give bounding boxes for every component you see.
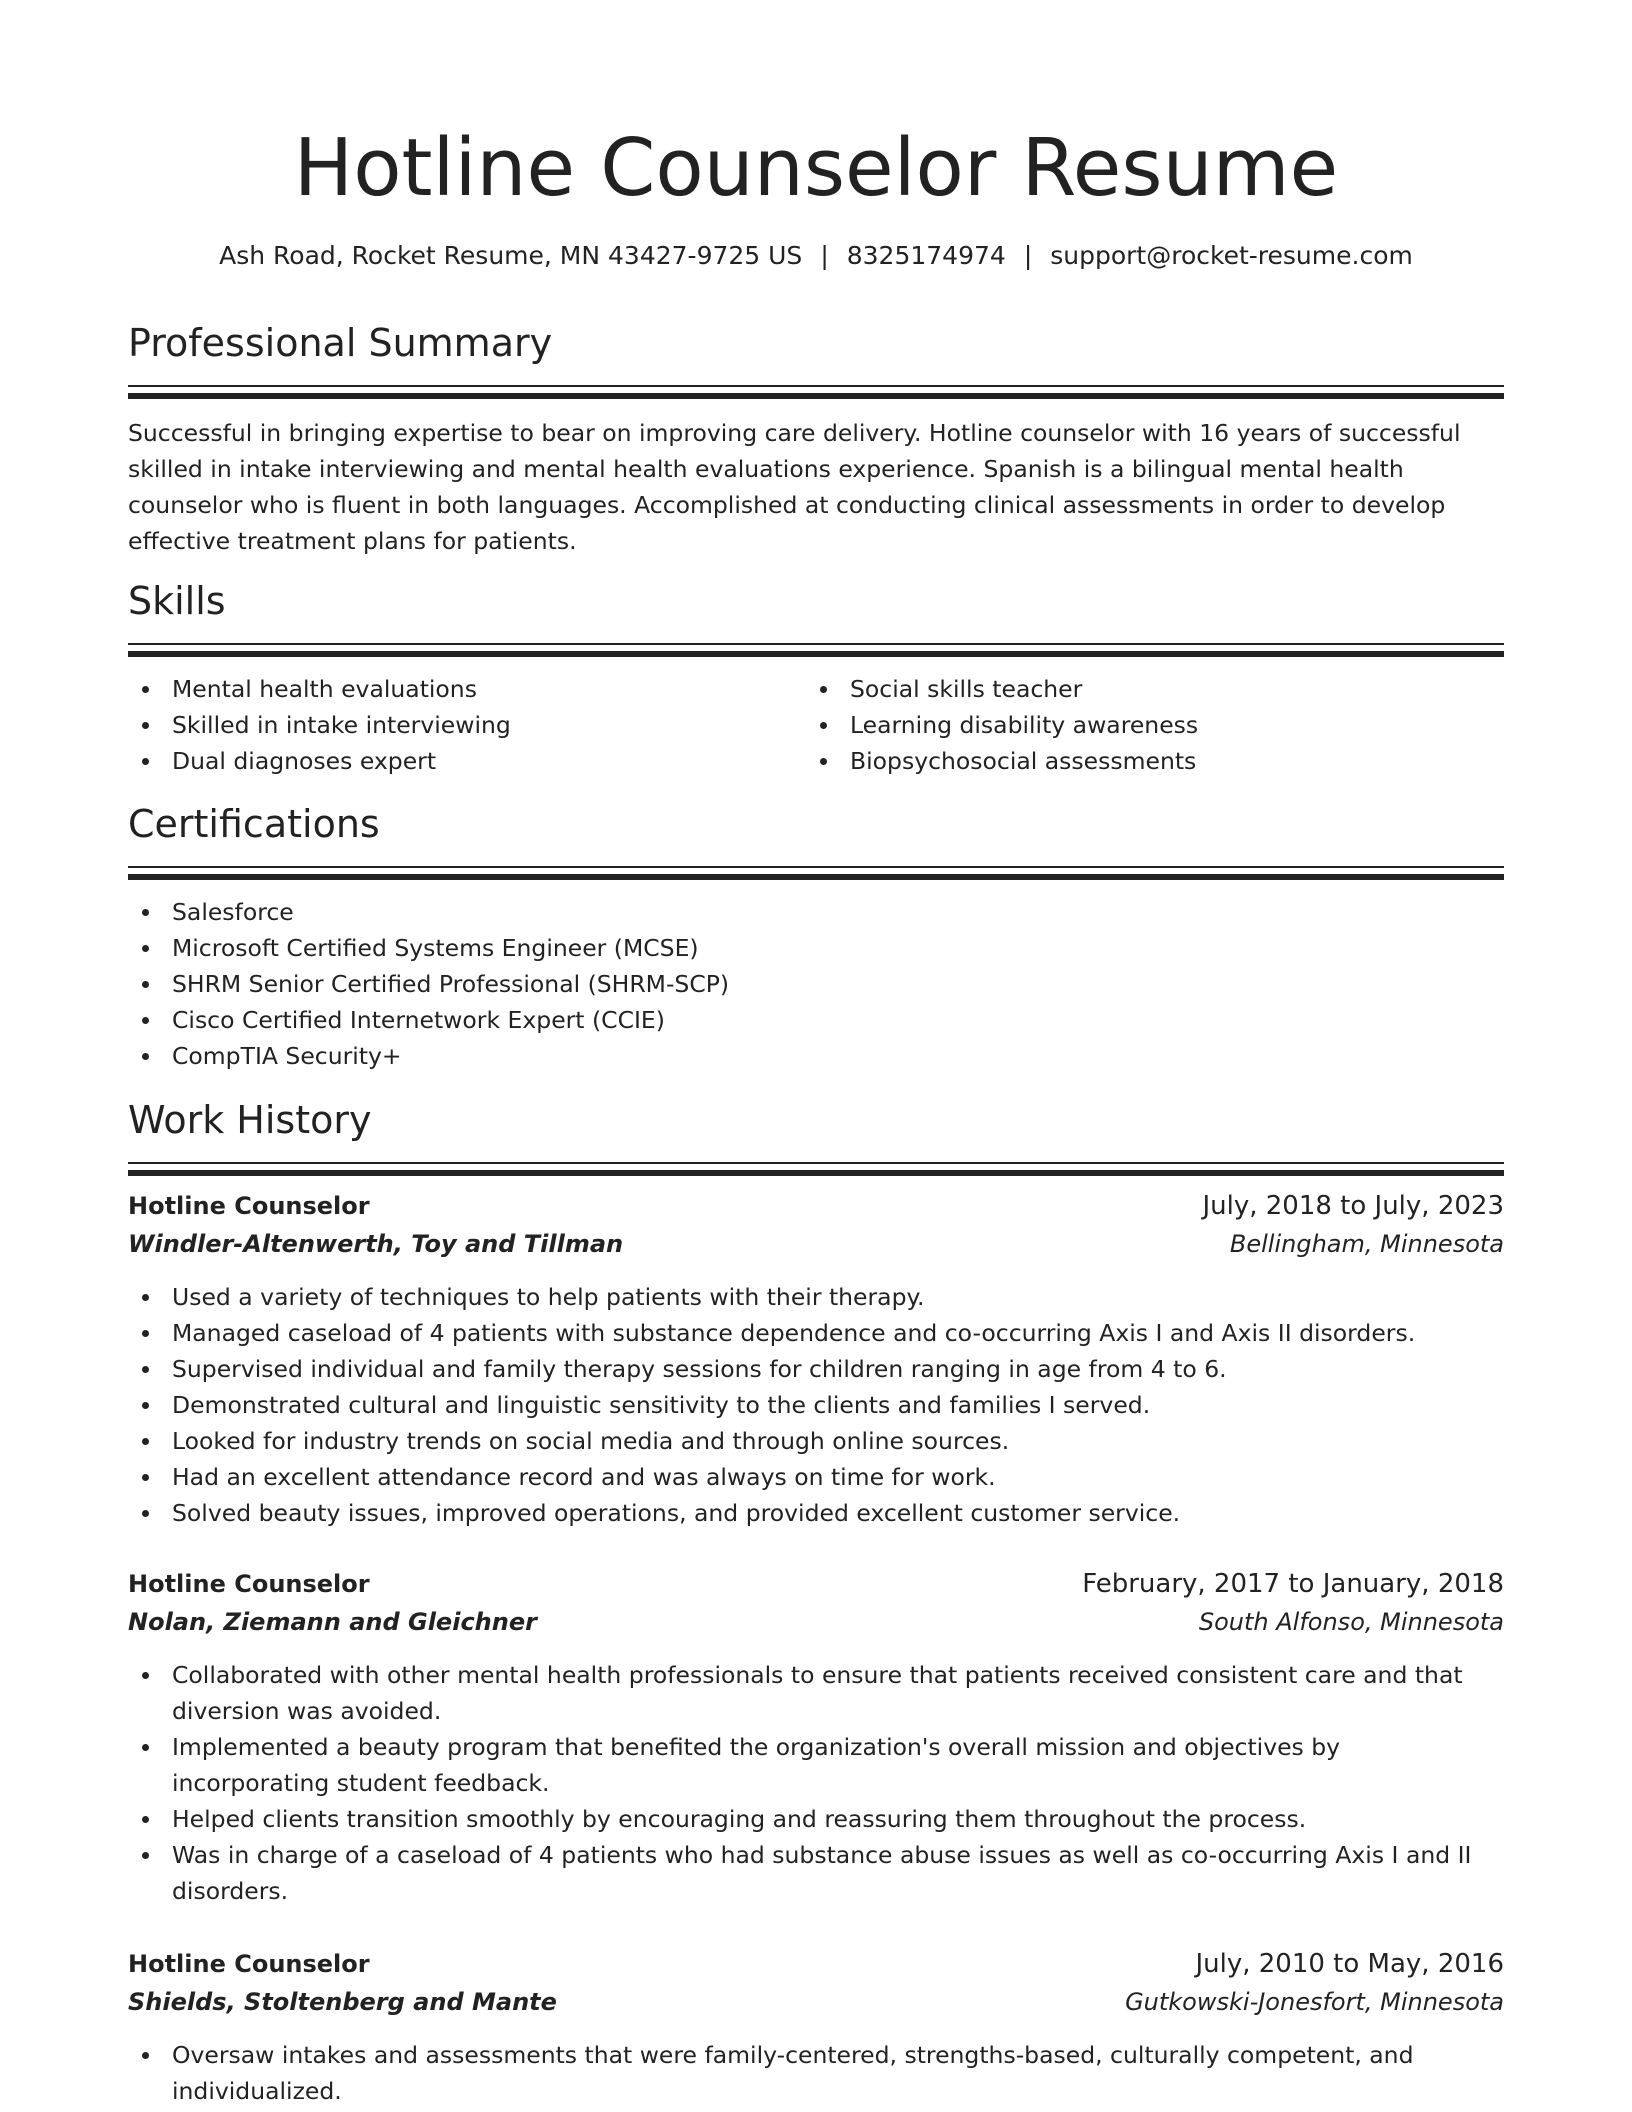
- contact-phone: 8325174974: [846, 241, 1006, 270]
- job-location: South Alfonso, Minnesota: [1198, 1608, 1504, 1636]
- job-dates: July, 2018 to July, 2023: [1202, 1191, 1504, 1221]
- skills-left-column: [128, 671, 806, 779]
- job-entry: [128, 1187, 1504, 1531]
- summary-heading: Professional Summary: [128, 321, 553, 365]
- job-bullet: Used a variety of techniques to help patients with their therapy.: [128, 1279, 1504, 1315]
- certifications-section: [128, 798, 1504, 1074]
- contact-separator: |: [820, 241, 829, 270]
- contact-line: [128, 236, 1504, 276]
- certification-item: CompTIA Security+: [128, 1038, 1504, 1074]
- job-bullet: Implemented a beauty program that benefited the organization's overall mission and objectives by incorporating student feedback.: [128, 1729, 1504, 1801]
- contact-address: Ash Road, Rocket Resume, MN 43427-9725 US: [219, 241, 803, 270]
- job-location: Gutkowski-Jonesfort, Minnesota: [1125, 1988, 1504, 2016]
- job-company: Nolan, Ziemann and Gleichner: [128, 1608, 537, 1636]
- skill-item: Dual diagnoses expert: [128, 743, 806, 779]
- job-location: Bellingham, Minnesota: [1229, 1230, 1504, 1258]
- job-dates: February, 2017 to January, 2018: [1082, 1569, 1504, 1599]
- summary-text: Successful in bringing expertise to bear on improving care delivery. Hotline counselor with 16 years of successful skilled in intake interviewing and mental health evaluations experience. Spanish is a bilingual mental health counselor who is fluent in both languages. Accomplished at conducting clinical assessments in order to develop effective treatment plans for patients.: [128, 419, 1461, 555]
- job-title: Hotline Counselor: [128, 1950, 370, 1978]
- section-divider: [128, 866, 1504, 878]
- work-history-section: [128, 1094, 1504, 1174]
- job-company: Windler-Altenwerth, Toy and Tillman: [128, 1230, 624, 1258]
- job-dates: July, 2010 to May, 2016: [1195, 1949, 1504, 1979]
- job-bullet: Demonstrated cultural and linguistic sensitivity to the clients and families I served.: [128, 1387, 1504, 1423]
- certifications-heading: Certifications: [128, 802, 380, 846]
- summary-section: [128, 317, 1504, 559]
- skills-right-column: [806, 671, 1484, 779]
- job-bullet: Managed caseload of 4 patients with substance dependence and co-occurring Axis I and Axis II disorders.: [128, 1315, 1504, 1351]
- skill-item: Biopsychosocial assessments: [806, 743, 1484, 779]
- job-company: Shields, Stoltenberg and Mante: [128, 1988, 557, 2016]
- job-bullet: Was in charge of a caseload of 4 patients who had substance abuse issues as well as co-occurring Axis I and II disorders.: [128, 1837, 1504, 1909]
- certification-item: Salesforce: [128, 894, 1504, 930]
- job-title: Hotline Counselor: [128, 1570, 370, 1598]
- resume-title: Hotline Counselor Resume: [293, 122, 1339, 214]
- job-bullet: Oversaw intakes and assessments that were family-centered, strengths-based, culturally competent, and individualized.: [128, 2037, 1504, 2109]
- job-bullet: Had an excellent attendance record and was always on time for work.: [128, 1459, 1504, 1495]
- skills-section: [128, 575, 1504, 779]
- job-bullet: Looked for industry trends on social media and through online sources.: [128, 1423, 1504, 1459]
- job-entry: [128, 1945, 1504, 2109]
- work-history-heading: Work History: [128, 1098, 372, 1142]
- section-divider: [128, 385, 1504, 397]
- certification-item: Cisco Certified Internetwork Expert (CCIE): [128, 1002, 1504, 1038]
- section-divider: [128, 643, 1504, 655]
- job-bullet: Collaborated with other mental health professionals to ensure that patients received consistent care and that diversion was avoided.: [128, 1657, 1504, 1729]
- skill-item: Social skills teacher: [806, 671, 1484, 707]
- skills-heading: Skills: [128, 579, 226, 623]
- job-bullet: Solved beauty issues, improved operations, and provided excellent customer service.: [128, 1495, 1504, 1531]
- certification-item: Microsoft Certified Systems Engineer (MCSE): [128, 930, 1504, 966]
- skill-item: Skilled in intake interviewing: [128, 707, 806, 743]
- contact-separator: |: [1023, 241, 1033, 270]
- job-title: Hotline Counselor: [128, 1192, 370, 1220]
- job-entry: [128, 1565, 1504, 1909]
- contact-email: support@rocket-resume.com: [1050, 241, 1413, 270]
- skills-columns: [128, 671, 1504, 779]
- skill-item: Learning disability awareness: [806, 707, 1484, 743]
- section-divider: [128, 1162, 1504, 1174]
- job-bullet: Supervised individual and family therapy sessions for children ranging in age from 4 to 6.: [128, 1351, 1504, 1387]
- job-bullet: Helped clients transition smoothly by encouraging and reassuring them throughout the process.: [128, 1801, 1504, 1837]
- skill-item: Mental health evaluations: [128, 671, 806, 707]
- certification-item: SHRM Senior Certified Professional (SHRM-SCP): [128, 966, 1504, 1002]
